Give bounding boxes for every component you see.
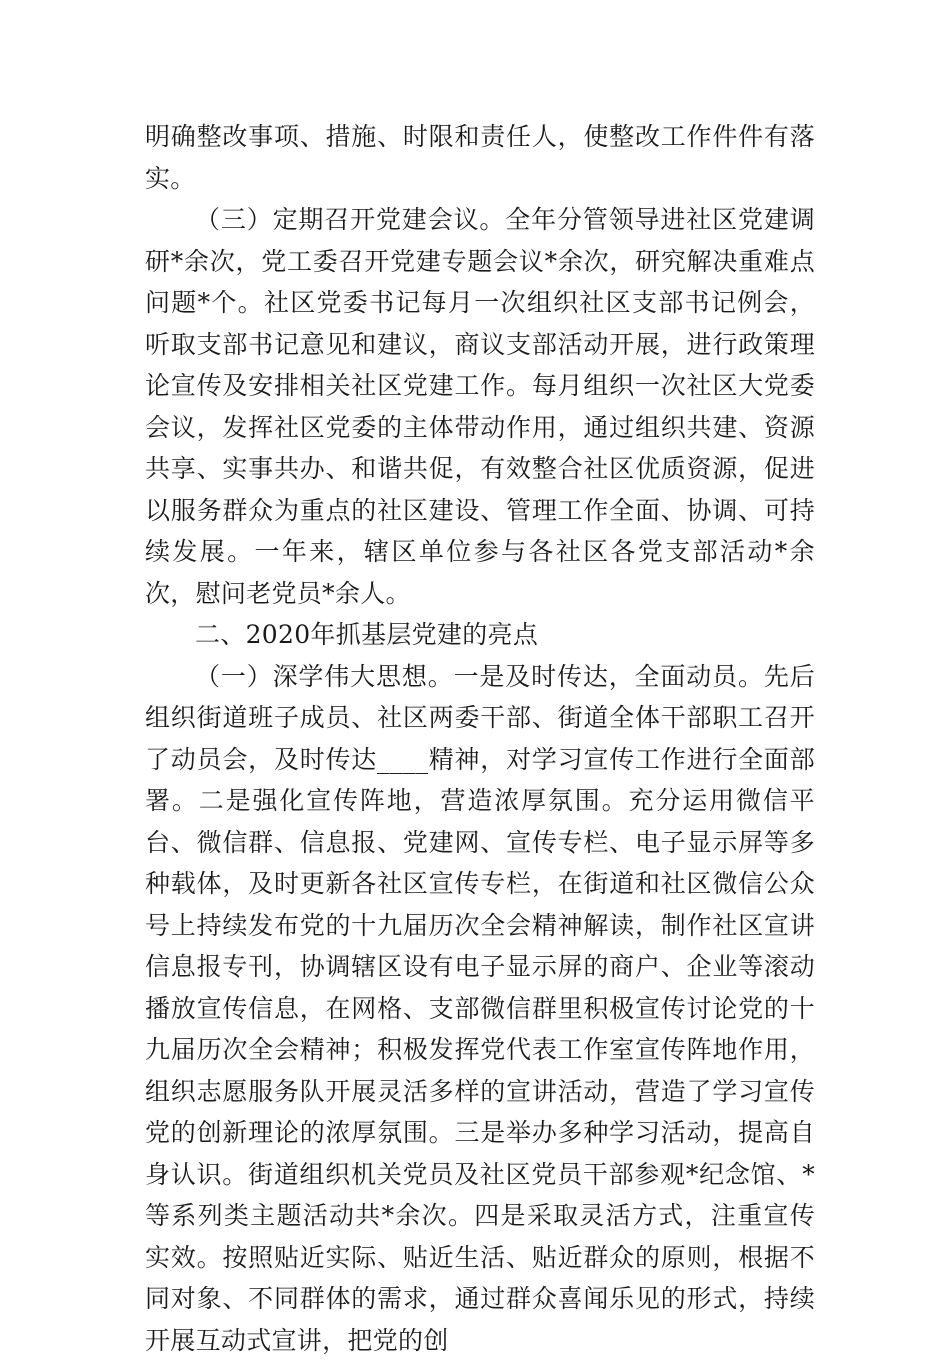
document-body	[145, 116, 815, 1361]
section-heading-highlights: 二、2020年抓基层党建的亮点	[145, 614, 815, 656]
paragraph-study-thought: （一）深学伟大思想。一是及时传达，全面动员。先后组织街道班子成员、社区两委干部、街道全体干部职工召开了动员会，及时传达____精神，对学习宣传工作进行全面部署。二是强化宣传阵地，营造浓厚氛围。充分运用微信平台、微信群、信息报、党建网、宣传专栏、电子显示屏等多种载体，及时更新各社区宣传专栏，在街道和社区微信公众号上持续发布党的十九届历次全会精神解读，制作社区宣讲信息报专刊，协调辖区设有电子显示屏的商户、企业等滚动播放宣传信息，在网格、支部微信群里积极宣传讨论党的十九届历次全会精神；积极发挥党代表工作室宣传阵地作用，组织志愿服务队开展灵活多样的宣讲活动，营造了学习宣传党的创新理论的浓厚氛围。三是举办多种学习活动，提高自身认识。街道组织机关党员及社区党员干部参观*纪念馆、*等系列类主题活动共*余次。四是采取灵活方式，注重宣传实效。按照贴近实际、贴近生活、贴近群众的原则，根据不同对象、不同群体的需求，通过群众喜闻乐见的形式，持续开展互动式宣讲，把党的创	[145, 656, 815, 1361]
paragraph-continuation: 明确整改事项、措施、时限和责任人，使整改工作件件有落实。	[145, 116, 815, 199]
paragraph-party-meetings: （三）定期召开党建会议。全年分管领导进社区党建调研*余次，党工委召开党建专题会议*余次，研究解决重难点问题*个。社区党委书记每月一次组织社区支部书记例会，听取支部书记意见和建议，商议支部活动开展，进行政策理论宣传及安排相关社区党建工作。每月组织一次社区大党委会议，发挥社区党委的主体带动作用，通过组织共建、资源共享、实事共办、和谐共促，有效整合社区优质资源，促进以服务群众为重点的社区建设、管理工作全面、协调、可持续发展。一年来，辖区单位参与各社区各党支部活动*余次，慰问老党员*余人。	[145, 199, 815, 614]
